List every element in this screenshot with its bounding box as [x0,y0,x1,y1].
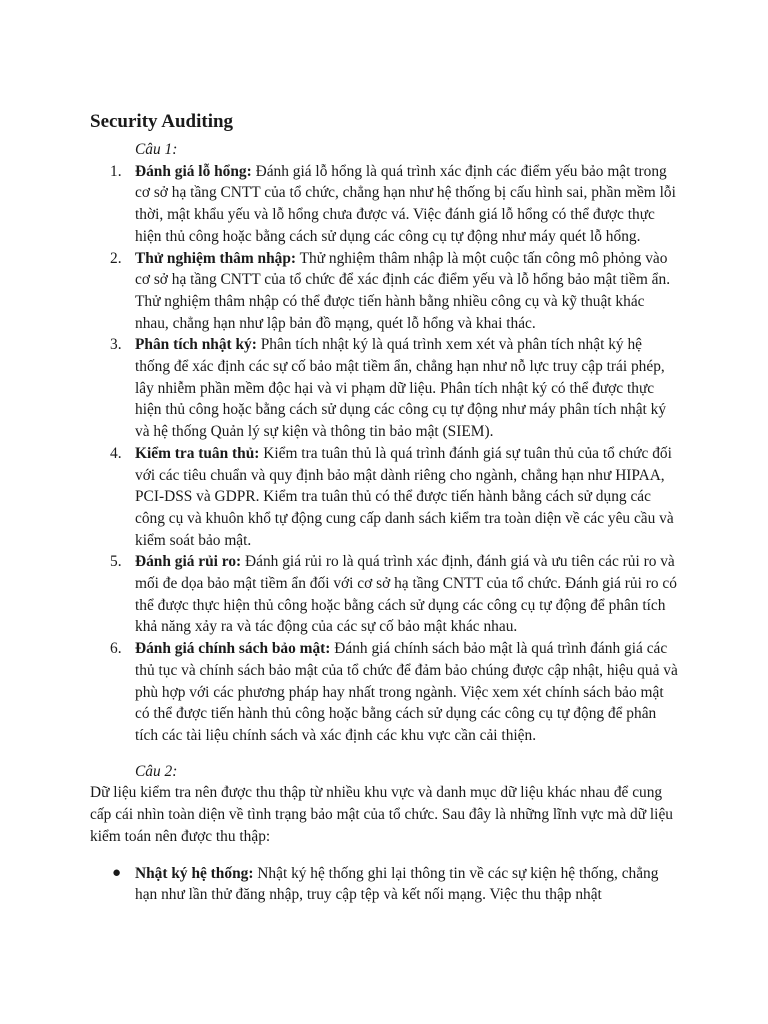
list-item-term: Đánh giá chính sách bảo mật: [135,640,331,658]
list-item-text: Đánh giá lỗ hổng là quá trình xác định các điểm yếu bảo mật trong cơ sở hạ tầng CNTT của tổ chức, chẳng hạn như hệ thống bị cấu hình sai, phần mềm lỗi thời, mật khẩu yếu và lỗ hổng chưa được vá. Việc đánh giá lỗ hổng có thể được thực hiện thủ công hoặc bằng cách sử dụng các công cụ tự động như máy quét lỗ hổng. [135,162,676,245]
list-item-number: 3. [110,336,122,354]
list-item [90,863,680,906]
list-item-term: Phân tích nhật ký: [135,336,257,354]
list-item [90,161,680,248]
list-item [90,551,680,638]
list-item-text: Nhật ký hệ thống ghi lại thông tin về các sự kiện hệ thống, chẳng hạn như lần thử đăng nhập, truy cập tệp và kết nối mạng. Việc thu thập nhật [135,864,659,904]
list-item-term: Nhật ký hệ thống: [135,864,254,882]
list-item-text: Đánh giá chính sách bảo mật là quá trình đánh giá các thủ tục và chính sách bảo mật của tổ chức để đảm bảo chúng được cập nhật, hiệu quả và phù hợp với các phương pháp hay nhất trong ngành. Việc xem xét chính sách bảo mật có thể được tiến hành thủ công hoặc bằng cách sử dụng các công cụ tự động để phân tích các tài liệu chính sách và xác định các khu vực cần cải thiện. [135,640,678,744]
document-content [90,110,680,906]
list-item-text: Đánh giá rủi ro là quá trình xác định, đánh giá và ưu tiên các rủi ro và mối đe dọa bảo mật tiềm ẩn đối với cơ sở hạ tầng CNTT của tổ chức. Đánh giá rủi ro có thể được thực hiện thủ công hoặc bằng cách sử dụng các công cụ tự động để phân tích khả năng xảy ra và tác động của các sự cố bảo mật khác nhau. [135,553,677,636]
list-item-term: Đánh giá rủi ro: [135,553,242,571]
document-title: Security Auditing [90,111,234,132]
question-2-label: Câu 2: [135,762,178,780]
list-item [90,248,680,335]
list-item-number: 1. [110,162,122,180]
list-item [90,638,680,747]
list-item [90,443,680,552]
list-item-number: 6. [110,640,122,658]
question-2-intro: Dữ liệu kiểm tra nên được thu thập từ nhiều khu vực và danh mục dữ liệu khác nhau để cung cấp cái nhìn toàn diện về tình trạng bảo mật của tổ chức. Sau đây là những lĩnh vực mà dữ liệu kiểm toán nên được thu thập: [90,784,673,845]
question-2-bullets [90,863,680,906]
list-item [90,334,680,443]
list-item-number: 4. [110,444,122,462]
bullet-icon: ● [112,864,122,881]
list-item-text: Kiểm tra tuân thủ là quá trình đánh giá sự tuân thủ của tổ chức đối với các tiêu chuẩn và quy định bảo mật dành riêng cho ngành, chẳng hạn như HIPAA, PCI-DSS và GDPR. Kiểm tra tuân thủ có thể được tiến hành bằng cách sử dụng các công cụ và khuôn khổ tự động cung cấp danh sách kiểm tra toàn diện về các yêu cầu và kiểm soát bảo mật. [135,444,674,549]
list-item-text: Thử nghiệm thâm nhập là một cuộc tấn công mô phỏng vào cơ sở hạ tầng CNTT của tổ chức để xác định các điểm yếu và lỗ hổng bảo mật tiềm ẩn. Thử nghiệm thâm nhập có thể được tiến hành bằng nhiều công cụ và kỹ thuật khác nhau, chẳng hạn như lập bản đồ mạng, quét lỗ hổng và khai thác. [135,249,671,332]
list-item-text: Phân tích nhật ký là quá trình xem xét và phân tích nhật ký hệ thống để xác định các sự cố bảo mật tiềm ẩn, chẳng hạn như nỗ lực truy cập trái phép, lây nhiễm phần mềm độc hại và vi phạm dữ liệu. Phân tích nhật ký có thể được thực hiện thủ công hoặc bằng cách sử dụng các công cụ tự động như máy phân tích nhật ký và hệ thống Quản lý sự kiện và thông tin bảo mật (SIEM). [135,336,667,441]
list-item-term: Kiểm tra tuân thủ: [135,444,260,462]
list-item-term: Thử nghiệm thâm nhập: [135,249,297,267]
list-item-number: 5. [110,553,122,571]
question-1-list [90,161,680,747]
list-item-term: Đánh giá lỗ hổng: [135,162,252,180]
question-1-label: Câu 1: [135,141,178,158]
list-item-number: 2. [110,249,122,267]
